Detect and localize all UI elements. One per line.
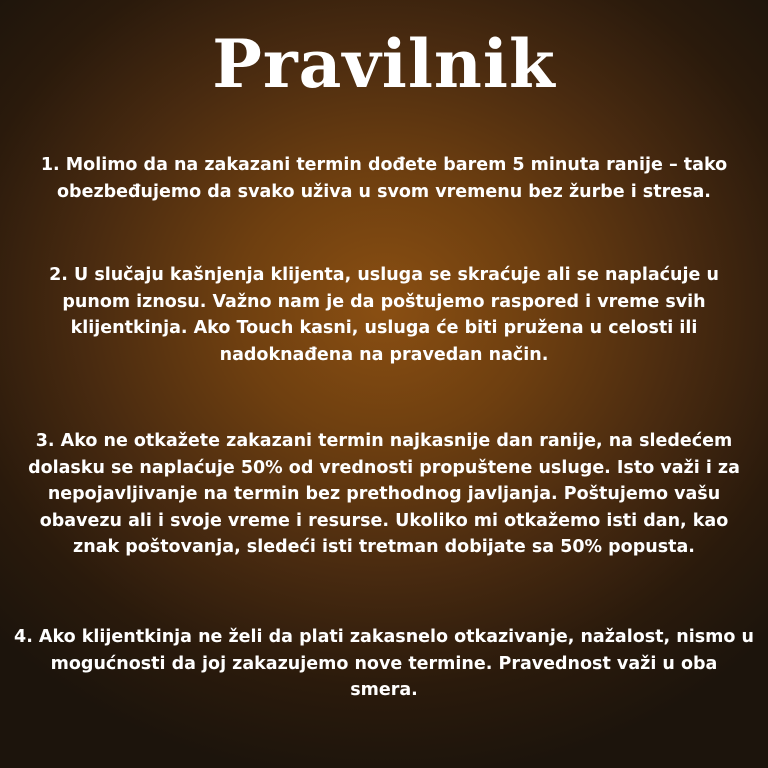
page-title: Pravilnik bbox=[212, 25, 556, 103]
rule-item-4: 4. Ako klijentkinja ne želi da plati zakasnelo otkazivanje, nažalost, nismo u mogućnosti da joj zakazujemo nove termine. Pravednost važi u oba smera. bbox=[14, 627, 754, 700]
rule-item-2: 2. U slučaju kašnjenja klijenta, usluga se skraćuje ali se naplaćuje u punom iznosu. Važno nam je da poštujemo raspored i vreme svih klijentkinja. Ako Touch kasni, usluga će biti pružena u celosti ili nadoknađena na pravedan način. bbox=[49, 265, 719, 365]
rule-item-1: 1. Molimo da na zakazani termin dođete barem 5 minuta ranije – tako obezbeđujemo da svako uživa u svom vremenu bez žurbe i stresa. bbox=[40, 155, 728, 202]
rule-item-3: 3. Ako ne otkažete zakazani termin najkasnije dan ranije, na sledećem dolasku se naplaćuje 50% od vrednosti propuštene usluge. Isto važi i za nepojavljivanje na termin bez prethodnog javljanja. Poštujemo vašu obavezu ali i svoje vreme i resurse. Ukoliko mi otkažemo isti dan, kao znak poštovanja, sledeći isti tretman dobijate sa 50% popusta. bbox=[28, 431, 740, 557]
